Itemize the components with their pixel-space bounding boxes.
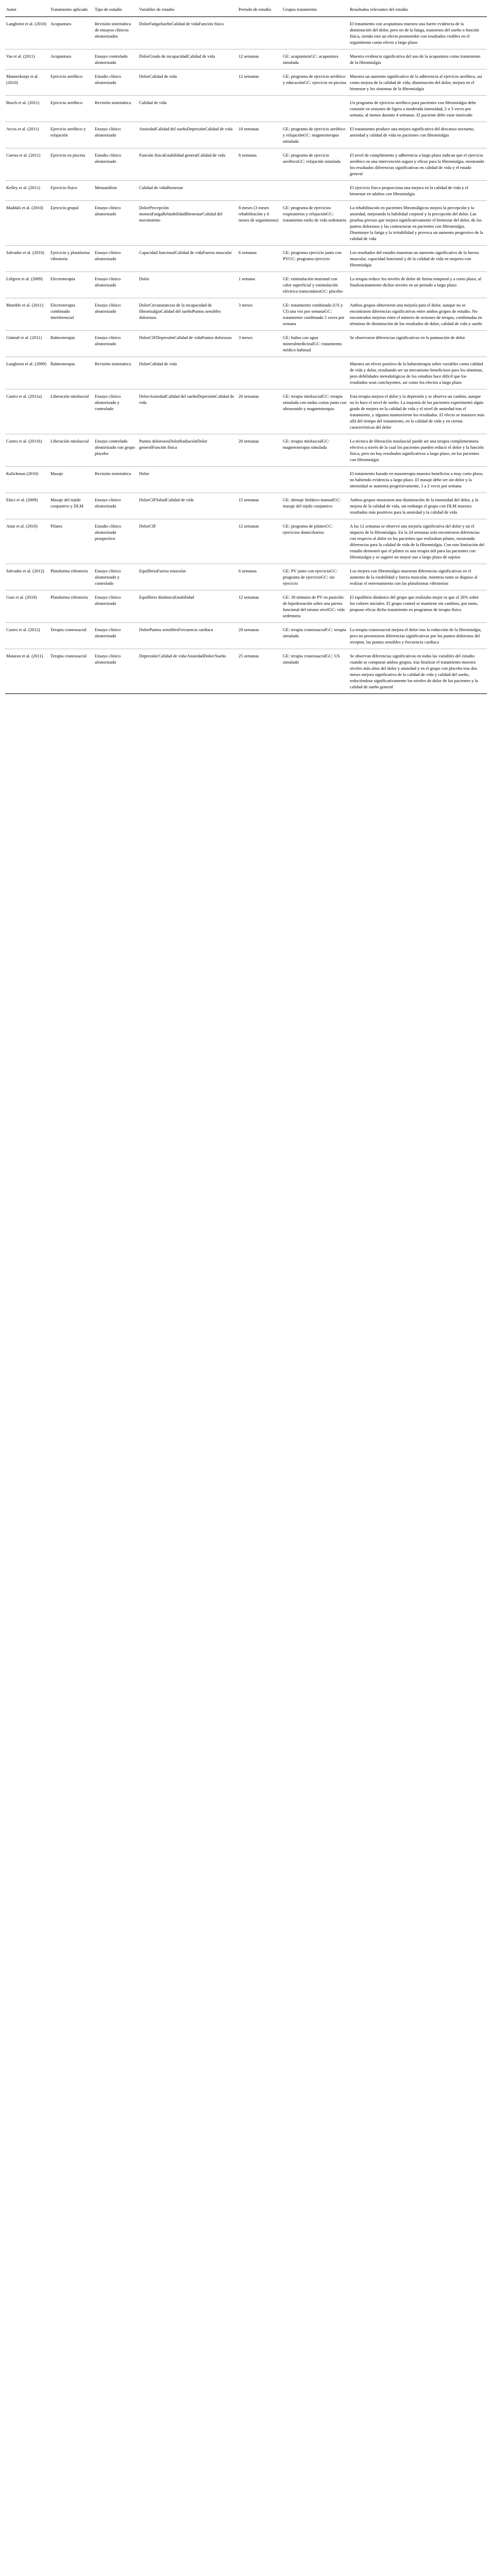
cell-autor: Attar et al. (2010) xyxy=(6,523,38,529)
cell-resultados: El ejercicio físico proporciona una mejora en la calidad de vida y el bienestar en adultos con fibromialgia xyxy=(350,185,468,196)
cell-tratamiento: Electroterapia xyxy=(50,276,75,281)
cell-periodo: 12 semanas xyxy=(239,523,259,529)
cell-tratamiento: Masaje del tejido conjuntivo y DLM xyxy=(50,497,83,509)
cell-variables: DolorPercepción motoraFatigaRelatabilidadBienestarCalidad del movimiento xyxy=(139,205,223,223)
cell-grupos: GE: drenaje linfático manualGC: masaje del tejido conjuntivo xyxy=(283,497,341,509)
cell-variables: DolorCIF xyxy=(139,523,157,529)
cell-periodo xyxy=(237,467,282,493)
cell-tipo: Ensayo clínico aleatorizado xyxy=(95,302,121,314)
cell-tratamiento: Ejercicio aeróbico xyxy=(50,74,83,79)
literature-review-table xyxy=(5,4,487,694)
cell-autor: Castro et al. (2012) xyxy=(6,627,40,632)
cell-periodo: 12 semanas xyxy=(239,54,259,59)
cell-periodo: 12 semanas xyxy=(239,74,259,79)
cell-tratamiento: Terapia craneosacral xyxy=(50,653,87,658)
cell-autor: Güntutl et al. (2011) xyxy=(6,335,42,340)
cell-variables: AnsiedadCalidad del sueñoDepresiónCalidad de vida xyxy=(139,126,233,131)
cell-tratamiento: Masaje xyxy=(50,471,63,476)
document-page xyxy=(0,0,492,694)
cell-variables: DolorCIFDepresiónCalidad de vidaPuntos dolorosos xyxy=(139,335,232,340)
cell-tipo: Revisión sistemática xyxy=(95,471,131,476)
cell-tratamiento: Ejercicio aeróbico xyxy=(50,100,83,105)
cell-autor: Castro et al. (2011b) xyxy=(6,438,42,444)
cell-grupos: GE: programa de ejercicios respiratorios y relajaciónGC: tratamiento estilo de vida sedentario xyxy=(283,205,347,223)
cell-grupos: GE: programa ejercicio junto con PVGC: programa ejercicio xyxy=(283,250,342,261)
cell-periodo: 25 semanas xyxy=(239,653,259,658)
cell-resultados: Los mejora con fibromialgia muestran diferencias significativas en el aumento de la estabilidad y fuerza muscular, mientras tanto se dispuso al realizar el entrenamiento con las plataformas vibratorias xyxy=(350,568,478,586)
cell-resultados: El tratamiento produce una mejora significativa del descanso nocturno, ansiedad y calidad de vida en pacientes con fibromialgia xyxy=(350,126,474,138)
cell-tipo: Ensayo clínico aleatorizado xyxy=(95,595,121,606)
header-grupos: Grupos tratamiento xyxy=(282,4,349,17)
cell-resultados: Un programa de ejercicio aeróbico para pacientes con fibromialgia debe consistir en sesiones de ligera a moderada intensidad, 2 o 3 veces por semana, al menos durante 4 semanas. El paciente debe estar motivado xyxy=(350,100,477,117)
cell-autor: Langhorst et al. (2009) xyxy=(6,361,46,366)
table-row xyxy=(5,96,487,122)
cell-grupos: GE: programa de ejercicio aeróbico y relajaciónGC: magnetoterapia simulada xyxy=(283,126,346,144)
table-row xyxy=(5,649,487,694)
header-row xyxy=(5,4,487,17)
cell-variables: DolorCalidad de vida xyxy=(139,74,177,79)
cell-tratamiento: Liberación miofascial xyxy=(50,438,89,444)
cell-periodo: 8 semanas xyxy=(239,152,257,158)
cell-autor: Castro et al. (2011a) xyxy=(6,394,42,399)
cell-variables: Calidad de vidaBienestar xyxy=(139,185,183,190)
cell-periodo xyxy=(237,17,282,49)
cell-grupos: GE: terapia miofascialGC: magnetoterapia simulada xyxy=(283,438,330,450)
cell-tipo: Ensayo clínico aleatorizado xyxy=(95,497,121,509)
cell-tratamiento: Acupuntura xyxy=(50,21,72,26)
cell-tipo: Ensayo controlado aleatorizado xyxy=(95,54,128,65)
cell-periodo: 20 semanas xyxy=(239,394,259,399)
cell-variables: Calidad de vida xyxy=(139,100,167,105)
header-autor: Autor xyxy=(5,4,49,17)
cell-tratamiento: Ejercicio físico xyxy=(50,185,77,190)
cell-resultados: Ambos grupos obtuvieron una mejoría para el dolor, aunque no se encontraron diferencias significativas entre ambos grupos de estudio. No encontrados mejoras entre el número de sesiones de terapia, combinadas en términos de disminución de los resultados de dolor, calidad de vida y sueño xyxy=(350,302,482,326)
cell-variables: Función físicaEstabilidad generalCalidad de vida xyxy=(139,152,226,158)
cell-grupos: GE: programa de ejercicio aeróbicoGC: relajación simulada xyxy=(283,152,341,164)
cell-tipo: Ensayo clínico aleatorizado y controlado xyxy=(95,394,121,411)
cell-variables: DolorCIFSaludCalidad de vida xyxy=(139,497,194,502)
cell-autor: Mataran et al. (2011) xyxy=(6,653,43,658)
cell-tratamiento: Balneoterapia xyxy=(50,361,75,366)
cell-grupos: GE: terapia craneosacralGC: terapia simulada xyxy=(283,627,346,638)
table-row xyxy=(5,17,487,49)
table-body xyxy=(5,17,487,694)
cell-tratamiento: Balneoterapia xyxy=(50,335,75,340)
cell-tipo: Ensayo clínico aleatorizado xyxy=(95,126,121,138)
cell-variables: Puntos dolorososDolorRadiaciónDolor generalFunción física xyxy=(139,438,208,450)
cell-variables: Depresión/Calidad de vida/AnsiedadDolor/Sueño xyxy=(139,653,226,658)
cell-tipo: Ensayo controlado aleatorizado con grupo placebo xyxy=(95,438,135,456)
cell-autor: Mumble et al. (2011) xyxy=(6,302,43,308)
cell-tipo: Revisión sistemática xyxy=(95,100,131,105)
cell-autor: Salvador et al. (2010) xyxy=(6,250,44,255)
cell-grupos xyxy=(282,181,349,201)
cell-tratamiento: Ejercicio en piscina xyxy=(50,152,86,158)
cell-tratamiento: Acupuntura xyxy=(50,54,72,59)
cell-autor: Mannerkorpi et al. (2010) xyxy=(6,74,39,85)
cell-tipo: Ensayo clínico aleatorizado xyxy=(95,250,121,261)
cell-resultados: A las 12 semanas se observó una mejoría significativa del dolor y un el impacto de la fibromialgia. En la 24 semanas solo encontraron diferencias con respecto al dolor en los pacientes que realizaban pilates, mostrando diferencias para la calidad de vida de la fibromialgia. Con este limitación del estudio demostró que el pilates es una terapia útil para las pacientes con fibromialgia y se sugiere un mayor uso a largo plazo de sujetos xyxy=(350,523,485,560)
table-row xyxy=(5,467,487,493)
cell-periodo: 20 semanas xyxy=(239,627,259,632)
cell-tratamiento: Electroterapia combinado interferencial xyxy=(50,302,75,320)
table-row xyxy=(5,122,487,148)
table-row xyxy=(5,272,487,298)
cell-periodo: 15 semanas xyxy=(239,497,259,502)
header-resultados: Resultados relevantes del estudio xyxy=(349,4,487,17)
cell-grupos: GE: PV junto con ejercicioGC: programa de ejercicioGC: sin ejercicio xyxy=(283,568,338,586)
cell-tipo: Ensayo clínico aleatorizado y controlado xyxy=(95,568,121,586)
cell-autor: Kalichman (2010) xyxy=(6,471,39,476)
cell-tipo: Ensayo clínico aleatorizado xyxy=(95,627,121,638)
cell-grupos: GE: terapia craneosacralGC: US simulado xyxy=(283,653,340,665)
header-periodo: Periodo de estudio xyxy=(237,4,282,17)
cell-tratamiento: Ejercicio y plataforma vibratoria xyxy=(50,250,90,261)
cell-grupos: GE: programa de ejercicio aeróbico y educaciónGC: ejercicio en piscina xyxy=(283,74,346,85)
cell-resultados: El tratamiento basado en masoterapia muestra beneficios a muy corto plazo, no habiendo evidencia a largo plazo. El masaje debe ser sin dolor y la intensidad se aumenta progresivamente, 1 a 2 veces por semana xyxy=(350,471,483,488)
cell-resultados: La técnica de liberación miofascial puede ser una terapia complementaria efectiva a través de la cual los pacientes pueden reducir el dolor y la función física, pero no hay resultados significativos a largo plazo, en los pacientes con fibromialgia xyxy=(350,438,484,462)
cell-autor: Busch et al. (2011) xyxy=(6,100,40,105)
cell-grupos xyxy=(282,96,349,122)
cell-variables: DolorCalidad de vida xyxy=(139,361,177,366)
cell-periodo: 8 meses (3 meses rehabilitación y 6 meses de seguimiento) xyxy=(239,205,279,223)
cell-autor: Gusi et al. (2010) xyxy=(6,595,37,600)
cell-tipo: Estudio clínico aleatorizado xyxy=(95,74,122,85)
cell-periodo: 12 semanas xyxy=(239,595,259,600)
cell-variables: Dolor xyxy=(139,276,149,281)
cell-resultados: La rehabilitación en pacientes fibromiálgicos mejora la percepción y la ansiedad, mejorando la habilidad corporal y la percepción del dolor. Las pruebas previas que mejora significativamente el bienestar del dolor, de los puntos dolorosos y las contracturas en pacientes con fibromialgia. Disminuye la fatiga y la irritabilidad y provoca un aumento progresivo de la calidad de vida xyxy=(350,205,483,241)
cell-periodo: 3 meses xyxy=(239,302,253,308)
cell-autor: Salvador et al. (2012) xyxy=(6,568,44,573)
cell-resultados: Ambos grupos mostraron una disminución de la intensidad del dolor, y la mejora de la calidad de vida, sin embargo el grupo con DLM muestra resultados más positivos para la ansiedad y la calidad de vida xyxy=(350,497,479,515)
cell-grupos: GE: acupunturaGC: acupuntura simulada xyxy=(283,54,338,65)
cell-grupos: GE: terapia miofascialGC: terapia simulada con ondas cortas junto con ultrasonido y magnetoterapia xyxy=(283,394,347,411)
cell-variables: DolorCircunstancias de la incapacidad de fibromialgiaCalidad del sueñoPuntos sensibles dolorosos xyxy=(139,302,221,320)
cell-autor: Arcos et al. (2011) xyxy=(6,126,39,131)
cell-periodo: 3 meses xyxy=(239,335,253,340)
cell-periodo: 1 semana xyxy=(239,276,255,281)
cell-tratamiento: Liberación miofascial xyxy=(50,394,89,399)
header-variables: Variables de estudio xyxy=(138,4,237,17)
cell-variables: DolorFatigaSueñoCalidad de vidaFunción física xyxy=(139,21,224,26)
table-header xyxy=(5,4,487,17)
table-row xyxy=(5,201,487,246)
cell-resultados: Muestra evidencia significativa del uso de la acupuntura como tratamiento de la fibromialgia xyxy=(350,54,481,65)
table-row xyxy=(5,564,487,590)
cell-periodo xyxy=(237,96,282,122)
cell-grupos xyxy=(282,357,349,389)
cell-resultados: El equilibrio dinámico del grupo que realizaba mejor es que el 26% sobre los valores iniciales. El grupo control se mantiene sin cambios, por tanto, propone eficaz dicho tratamiento en programas de terapia física xyxy=(350,595,479,612)
cell-tipo: Ensayo clínico aleatorizado xyxy=(95,205,121,216)
cell-autor: Kelley et al. (2011) xyxy=(6,185,40,190)
cell-periodo xyxy=(237,181,282,201)
cell-resultados: Muestra un efecto positivo de la balneoterapia sobre variables como calidad de vida y dolor, resultando ser un mecanismo beneficioso para los síntomas, pero debilidades metodológicas de los estudios hace difícil que los resultados sean concluyentes, así como los efectos a largo plazo xyxy=(350,361,483,385)
table-row xyxy=(5,434,487,467)
cell-variables: DolorAnsiedadCalidad del sueñoDepresiónCalidad de vida xyxy=(139,394,234,405)
cell-tipo: Estudio clínico aleatorizado prospectivo xyxy=(95,523,122,541)
table-row xyxy=(5,49,487,70)
cell-tipo: Revisión sistemática xyxy=(95,361,131,366)
cell-tipo: Ensayo clínico aleatorizado xyxy=(95,335,121,346)
table-row xyxy=(5,70,487,96)
cell-grupos: GE: estimulación neuronal con calor superficial y estimulación eléctrica transcutáneaGC: placebo xyxy=(283,276,343,294)
table-row xyxy=(5,590,487,623)
cell-grupos: GE: tratamiento combinado (US y CI) una vez por semanaGC: tratamiento combinado 5 veces por semana xyxy=(283,302,345,326)
header-tipo: Tipo de estudio xyxy=(94,4,138,17)
cell-tratamiento: Terapia craneosacral xyxy=(50,627,87,632)
table-row xyxy=(5,519,487,564)
table-row xyxy=(5,357,487,389)
cell-tipo: Ensayo clínico aleatorizado xyxy=(95,653,121,665)
cell-resultados: Se observan diferencias significativas en todas las variables del estudio cuando se comparan ambos grupos, tras finalizar el tratamiento muestra niveles más altos del dolor y ansiedad y en el grupo con placebo tras dos meses mejora significativa de la calidad de vida y calidad del sueño, reduciéndose significativamente los niveles de dolor de los pacientes y la calidad de sueño general xyxy=(350,653,478,689)
cell-tratamiento: Plataforma vibratoria xyxy=(50,595,88,600)
cell-periodo: 10 semanas xyxy=(239,126,259,131)
cell-grupos: GE: baños con agua mineralmedicinalGC: tratamiento médico habitual xyxy=(283,335,342,352)
cell-resultados: El nivel de cumplimiento y adherencia a largo plazo indican que el ejercicio aeróbico en una intervención segura y eficaz para la fibromialgia, mostrando los resultados diferencias significativas en calidad de vida y el estado general xyxy=(350,152,484,176)
cell-autor: Langhorst et al. (2010) xyxy=(6,21,46,26)
cell-resultados: El tratamiento con acupuntura muestra una fuerte evidencia de la disminución del dolor, pero no de la fatiga, trastornos del sueño o función física, siendo este un efecto prometedor con resultados visibles en el seguimiento como efecto a largo plazo xyxy=(350,21,479,45)
cell-autor: Löfgren et al. (2009) xyxy=(6,276,43,281)
cell-variables: DolorPuntos sensiblesFrecuencia cardíaca xyxy=(139,627,213,632)
cell-periodo: 6 semanas xyxy=(239,250,257,255)
cell-variables: Capacidad funcionalCalidad de vidaFuerza muscular xyxy=(139,250,232,255)
table-row xyxy=(5,181,487,201)
cell-resultados: Se observaron diferencias significativas en la puntuación de dolor xyxy=(350,335,465,340)
cell-tratamiento: Ejercicio aeróbico y relajación xyxy=(50,126,86,138)
cell-variables: Dolor xyxy=(139,471,149,476)
cell-grupos xyxy=(282,17,349,49)
table-row xyxy=(5,148,487,181)
cell-tratamiento: Plataforma vibratoria xyxy=(50,568,88,573)
cell-resultados: Muestra un aumento significativo de la adherencia al ejercicio aeróbico, así como mejora de la calidad de vida; disminución del dolor, mejora en el bienestar y los síntomas de la fibromialgia xyxy=(350,74,482,91)
table-row xyxy=(5,331,487,357)
cell-resultados: La terapia reduce los niveles de dolor de forma temporal y a corto plazo, al finalizaratamiento dichos niveles en un periodo a largo plazo xyxy=(350,276,482,287)
cell-tipo: Estudio clínico aleatorizado xyxy=(95,152,122,164)
cell-autor: Vas et al. (2011) xyxy=(6,54,35,59)
cell-autor: Cuesta et al. (2011) xyxy=(6,152,41,158)
cell-variables: EquilibrioFuerza muscular xyxy=(139,568,186,573)
cell-periodo: 6 semanas xyxy=(239,568,257,573)
cell-grupos: GE: programa de pilatesGC: ejercicios domiciliarios xyxy=(283,523,333,535)
cell-autor: Ekici et al. (2009) xyxy=(6,497,38,502)
cell-autor: Maddali et al. (2010) xyxy=(6,205,43,210)
cell-tratamiento: Ejercicio grupal xyxy=(50,205,79,210)
cell-grupos xyxy=(282,467,349,493)
cell-grupos: GE: 30 minutos de PV en posición de bipedestación sobre una pierna funcional del mismo nivelGC: vida sedentaria xyxy=(283,595,345,618)
cell-variables: DolorGrado de incapacidadCalidad de vida xyxy=(139,54,215,59)
header-tratamiento: Tratamiento aplicado xyxy=(49,4,94,17)
cell-tipo: Revisión sistemática de ensayos clínicos aleatorizados xyxy=(95,21,131,39)
cell-tipo: Ensayo clínico aleatorizado xyxy=(95,276,121,287)
table-row xyxy=(5,493,487,519)
cell-periodo xyxy=(237,357,282,389)
cell-tratamiento: Pilates xyxy=(50,523,62,529)
cell-resultados: Esta terapia mejora el dolor y la depresión y se observa un cambio, aunque no lo hace el nivel de sueño. La mayoría de los pacientes experimentó algún grado de mejora en la calidad de vida y el nivel de ansiedad tras el tratamiento, y algunos mantuvieron los resultados. El efecto se mantuvo más allá del tiempo del tratamiento, en la calidad de vida y en ciertas características del dolor xyxy=(350,394,485,430)
cell-periodo: 20 semanas xyxy=(239,438,259,444)
table-row xyxy=(5,298,487,331)
table-row xyxy=(5,246,487,272)
table-row xyxy=(5,623,487,649)
cell-resultados: Los resultados del estudio muestran un aumento significativo de la fuerza muscular, capacidad funcional y de la calidad de vida en mujeres con fibromialgia xyxy=(350,250,479,267)
cell-variables: Equilibrio dinámicoEstabilidad xyxy=(139,595,194,600)
table-row xyxy=(5,389,487,434)
cell-tipo: Metaanálisis xyxy=(95,185,117,190)
cell-resultados: La terapia craneosacral mejora el dolor tras la reducción de la fibromialgia, pero no presentaron diferencias significativas por los puntos dolorosos del receptor, las puntos sensibles y frecuencia cardíaca xyxy=(350,627,482,645)
